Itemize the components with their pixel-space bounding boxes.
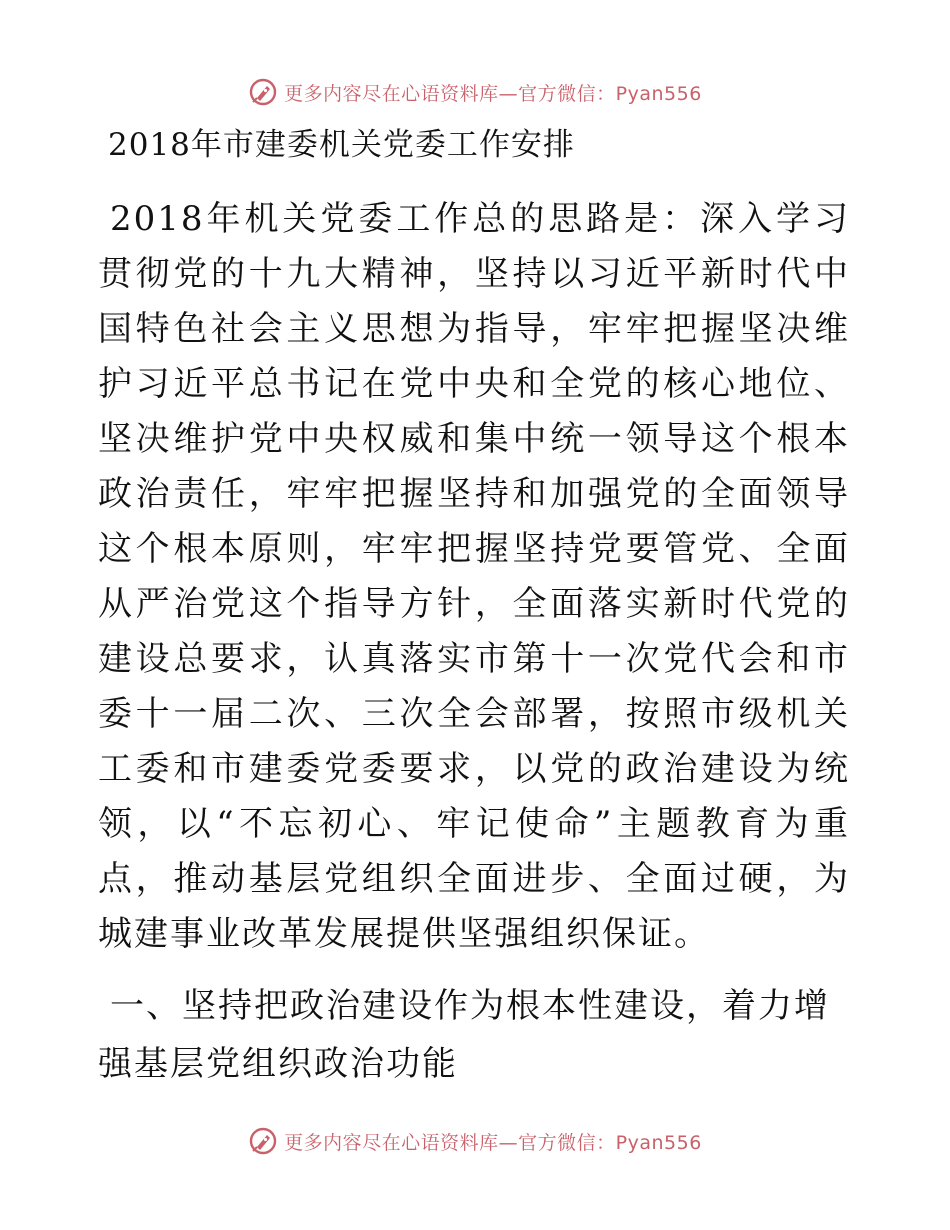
watermark-header xyxy=(0,72,950,112)
document-body xyxy=(98,123,850,1093)
pen-nib-logo-icon xyxy=(248,1126,278,1156)
watermark-text: 更多内容尽在心语资料库—官方微信：Pyan556 xyxy=(284,1131,702,1154)
watermark-text: 更多内容尽在心语资料库—官方微信：Pyan556 xyxy=(284,82,702,105)
intro-paragraph: 2018年机关党委工作总的思路是：深入学习贯彻党的十九大精神，坚持以习近平新时代中国特色社会主义思想为指导，牢牢把握坚决维护习近平总书记在党中央和全党的核心地位、坚决维护党中央权威和集中统一领导这个根本政治责任，牢牢把握坚持和加强党的全面领导这个根本原则，牢牢把握坚持党要管党、全面从严治党这个指导方针，全面落实新时代党的建设总要求，认真落实市第十一次党代会和市委十一届二次、三次全会部署，按照市级机关工委和市建委党委要求，以党的政治建设为统领，以“不忘初心、牢记使命”主题教育为重点，推动基层党组织全面进步、全面过硬，为城建事业改革发展提供坚强组织保证。 xyxy=(98,199,850,954)
document-title: 2018年市建委机关党委工作安排 xyxy=(108,127,575,163)
section-heading: 一、坚持把政治建设作为根本性建设，着力增强基层党组织政治功能 xyxy=(98,986,830,1084)
pen-nib-logo-icon xyxy=(248,77,278,107)
watermark-footer xyxy=(0,1121,950,1161)
